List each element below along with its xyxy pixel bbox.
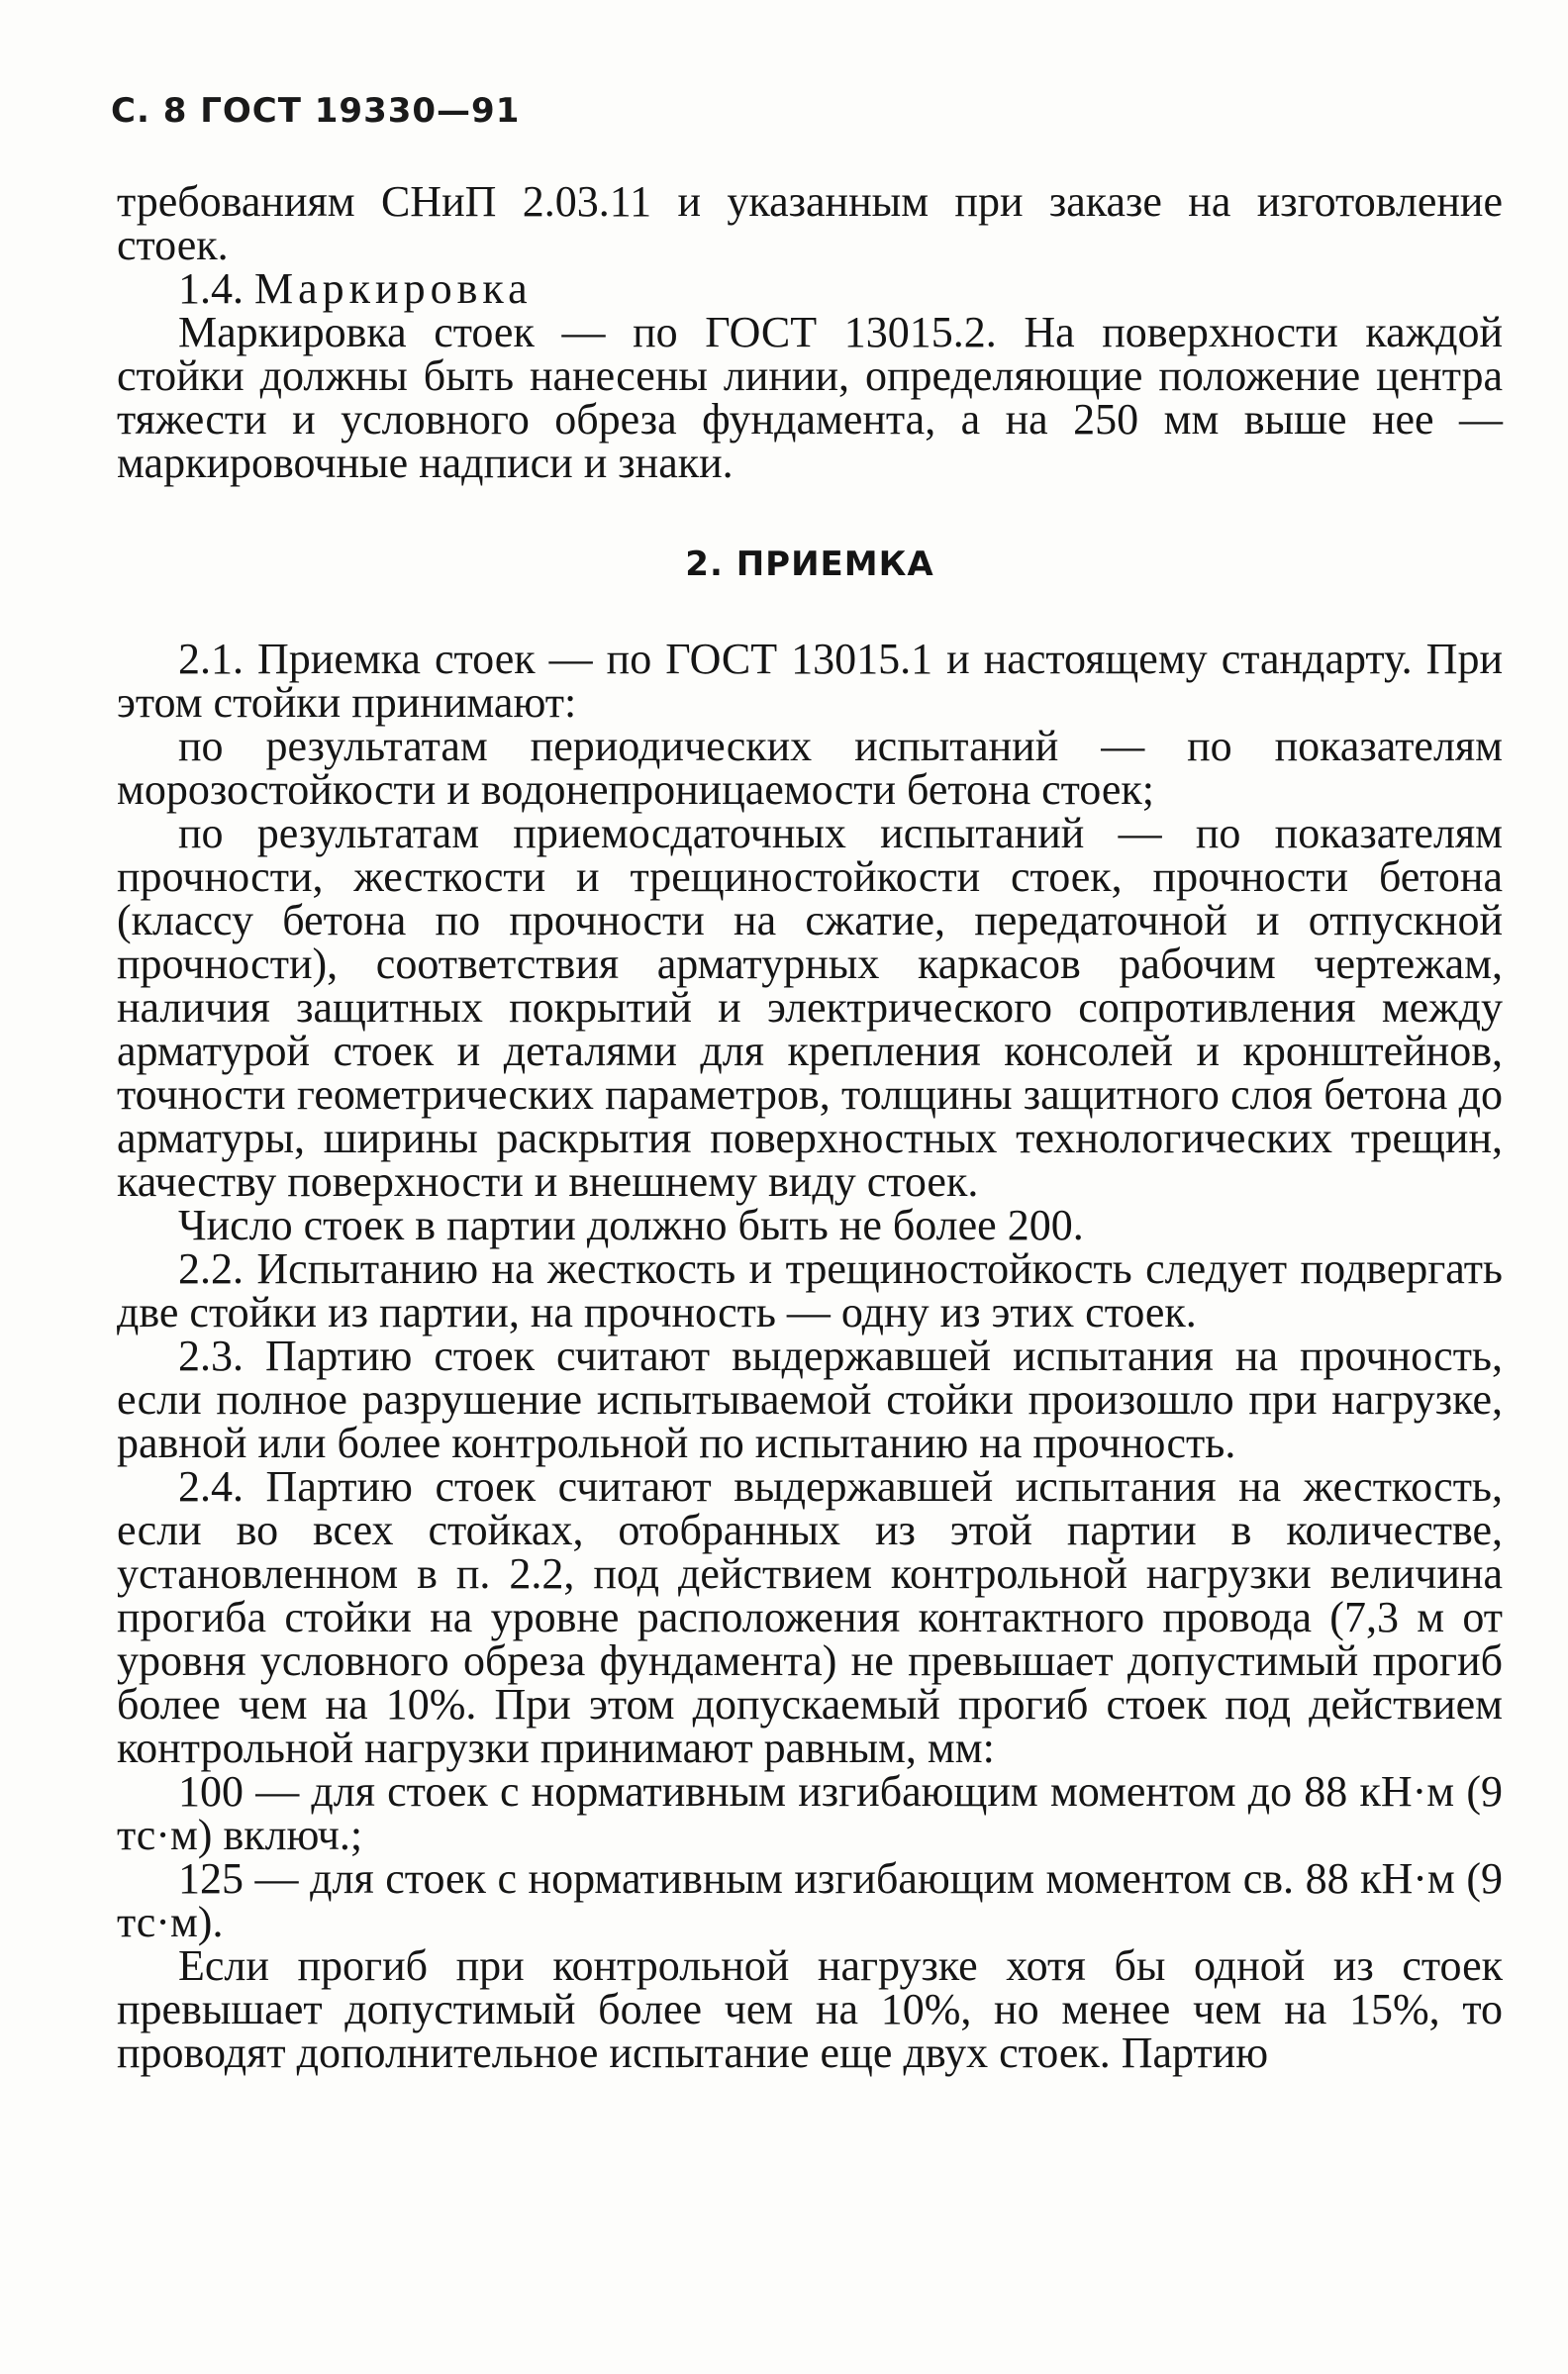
heading-number: 1.4. [178, 264, 244, 313]
paragraph-2-3: 2.3. Партию стоек считают выдержавшей испытания на прочность, если полное разрушение испытываемой стойки произошло при нагрузке, равной или более контрольной по испытанию на прочность. [117, 1332, 1503, 1467]
paragraph-2-1-acceptance: по результатам приемосдаточных испытаний — по показателям прочности, жесткости и трещиностойкости стоек, прочности бетона (классу бетона по прочности на сжатие, передаточной и отпускной прочности), соответствия арматурных каркасов рабочим чертежам, наличия защитных покрытий и электрического сопротивления между арматурой стоек и деталями для крепления консолей и кронштейнов, точности геометрических параметров, толщины защитного слоя бетона до арматуры, ширины раскрытия поверхностных технологических трещин, качеству поверхности и внешнему виду стоек. [117, 809, 1503, 1206]
page-header: С. 8 ГОСТ 19330—91 [111, 91, 521, 131]
paragraph-2-1: 2.1. Приемка стоек — по ГОСТ 13015.1 и настоящему стандарту. При этом стойки принимают: [117, 635, 1503, 727]
paragraph-2-2: 2.2. Испытанию на жесткость и трещиностойкость следует подвергать две стойки из партии, на прочность — одну из этих стоек. [117, 1244, 1503, 1336]
paragraph-2-1-batch: Число стоек в партии должно быть не более 200. [178, 1201, 1084, 1249]
heading-marking [117, 264, 1503, 313]
document-body [117, 177, 1503, 2077]
paragraph-2-4-125: 125 — для стоек с нормативным изгибающим моментом св. 88 кН·м (9 тс·м). [117, 1854, 1503, 1946]
paragraph-continuation: требованиям СНиП 2.03.11 и указанным при заказе на изготовление стоек. [117, 177, 1503, 269]
paragraph-2-1-periodic: по результатам периодических испытаний — по показателям морозостойкости и водонепроницаемости бетона стоек; [117, 722, 1503, 814]
section-title: 2. ПРИЕМКА [685, 544, 934, 584]
heading-text: Маркировка [254, 264, 533, 313]
paragraph-2-4-excess: Если прогиб при контрольной нагрузке хотя бы одной из стоек превышает допустимый более чем на 10%, но менее чем на 15%, то проводят дополнительное испытание еще двух стоек. Партию [117, 1941, 1503, 2077]
paragraph-2-4-100: 100 — для стоек с нормативным изгибающим моментом до 88 кН·м (9 тс·м) включ.; [117, 1767, 1503, 1859]
paragraph-marking: Маркировка стоек — по ГОСТ 13015.2. На поверхности каждой стойки должны быть нанесены линии, определяющие положение центра тяжести и условного обреза фундамента, а на 250 мм выше нее — маркировочные надписи и знаки. [117, 308, 1503, 487]
paragraph-2-4: 2.4. Партию стоек считают выдержавшей испытания на жесткость, если во всех стойках, отобранных из этой партии в количестве, установленном в п. 2.2, под действием контрольной нагрузки величина прогиба стойки на уровне расположения контактного провода (7,3 м от уровня условного обреза фундамента) не превышает допустимый прогиб более чем на 10%. При этом допускаемый прогиб стоек под действием контрольной нагрузки принимают равным, мм: [117, 1462, 1503, 1772]
